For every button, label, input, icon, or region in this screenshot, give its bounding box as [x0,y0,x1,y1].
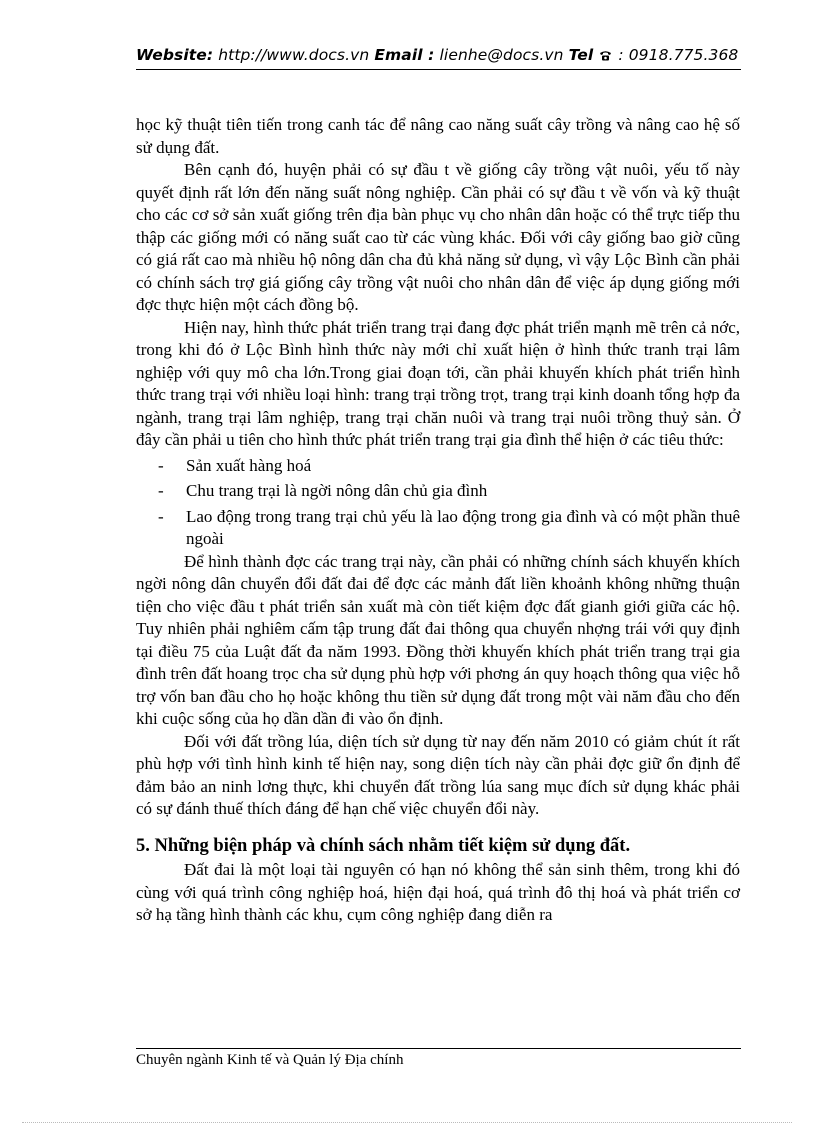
paragraph-5: Đối với đất trồng lúa, diện tích sử dụng từ nay đến năm 2010 có giảm chút ít rất phù hợp với tình hình kinh tế hiện nay, song diện tích này cần phải đợc giữ ổn định để đảm bảo an ninh lơng thực, khi chuyển đất trồng lúa sang mục đích sử dụng khác phải có sự đánh thuế thích đáng để hạn chế việc chuyển đổi này. [136,731,740,818]
header-divider [136,69,741,70]
paragraph-6: Đất đai là một loại tài nguyên có hạn nó không thể sản sinh thêm, trong khi đó cùng với quá trình công nghiệp hoá, hiện đại hoá, quá trình đô thị hoá và phát triển cơ sở hạ tầng hình thành các khu, cụm công nghiệp đang diễn ra [136,860,740,924]
tel-number: : 0918.775.368 [618,46,739,64]
email-address[interactable]: lienhe@docs.vn [439,46,564,64]
paragraph-3: Hiện nay, hình thức phát triển trang trại đang đợc phát triển mạnh mẽ trên cả nớc, trong khi đó ở Lộc Bình hình thức này mới chỉ xuất hiện ở hình thức tranh trại lâm nghiệp với quy mô cha lớn.Trong giai đoạn tới, cần phải khuyến khích phát triển hình thức trang trại với nhiều loại hình: trang trại trồng trọt, trang trại kinh doanh tổng hợp đa ngành, trang trại lâm nghiệp, trang trại chăn nuôi và trang trại nuôi trồng thuỷ sản. Ở đây cần phải u tiên cho hình thức phát triển trang trại gia đình thể hiện ở các tiêu thức: [136,317,740,449]
bullet-marker: - [158,506,164,526]
document-body [136,114,740,927]
page-footer: Chuyên ngành Kinh tế và Quản lý Địa chính [136,1052,404,1068]
paragraph-4: Để hình thành đợc các trang trại này, cần phải có những chính sách khuyến khích ngời nông dân chuyển đổi đất đai để đợc các mảnh đất liền khoảnh không những thuận tiện cho việc đầu t phát triển sản xuất mà còn tiết kiệm đợc đất gianh giới giữa các hộ. Tuy nhiên phải nghiêm cấm tập trung đất đai thông qua chuyển nhợng trái với quy định tại điều 75 của Luật đất đa năm 1993. Đồng thời khuyến khích phát triển trang trại gia đình trên đất hoang trọc cha sử dụng phù hợp với phơng án quy hoạch thông qua việc hỗ trợ vốn ban đầu cho họ hoặc không thu tiền sử dụng đất trong một vài năm đầu cho đến khi cuộc sống của họ dần dần đi vào ổn định. [136,551,740,728]
bullet-marker: - [158,455,164,475]
bullet-marker: - [158,481,164,500]
tel-label: Tel [568,46,594,64]
list-item-text: Lao động trong trang trại chủ yếu là lao động trong gia đình và có một phần thuê ngoài [186,506,740,548]
paragraph-2: Bên cạnh đó, huyện phải có sự đầu t về giống cây trồng vật nuôi, yếu tố này quyết định rất lớn đến năng suất nông nghiệp. Cần phải có sự đầu t về vốn và kỹ thuật cho các cơ sở sản xuất giống trên địa bàn phục vụ cho nhân dân hoặc có thể trực tiếp thu thập các giống mới có năng suất cao từ các vùng khác. Đối với cây giống bao giờ cũng có giá rất cao mà nhiều hộ nông dân cha đủ khả năng sử dụng, vì vậy Lộc Bình cần phải có chính sách trợ giá giống cây trồng vật nuôi cho nhân dân để việc áp dụng giống mới đợc thực hiện một cách đồng bộ. [136,160,740,314]
paragraph-1: học kỹ thuật tiên tiến trong canh tác để nâng cao năng suất cây trồng và nâng cao hệ số sử dụng đất. [136,115,740,157]
list-item [136,480,740,503]
email-label: Email : [374,46,435,64]
list-item [136,506,740,551]
page-header [136,46,740,64]
criteria-list [136,455,740,551]
phone-icon [599,50,612,61]
website-label: Website: [136,46,214,64]
section-heading: 5. Những biện pháp và chính sách nhằm tiết kiệm sử dụng đất. [136,835,631,856]
list-item-text: Sản xuất hàng hoá [186,455,312,475]
footer-divider [136,1048,741,1049]
website-url[interactable]: http://www.docs.vn [218,46,370,64]
list-item [136,455,740,478]
list-item-text: Chu trang trại là ngời nông dân chủ gia đình [186,481,488,500]
